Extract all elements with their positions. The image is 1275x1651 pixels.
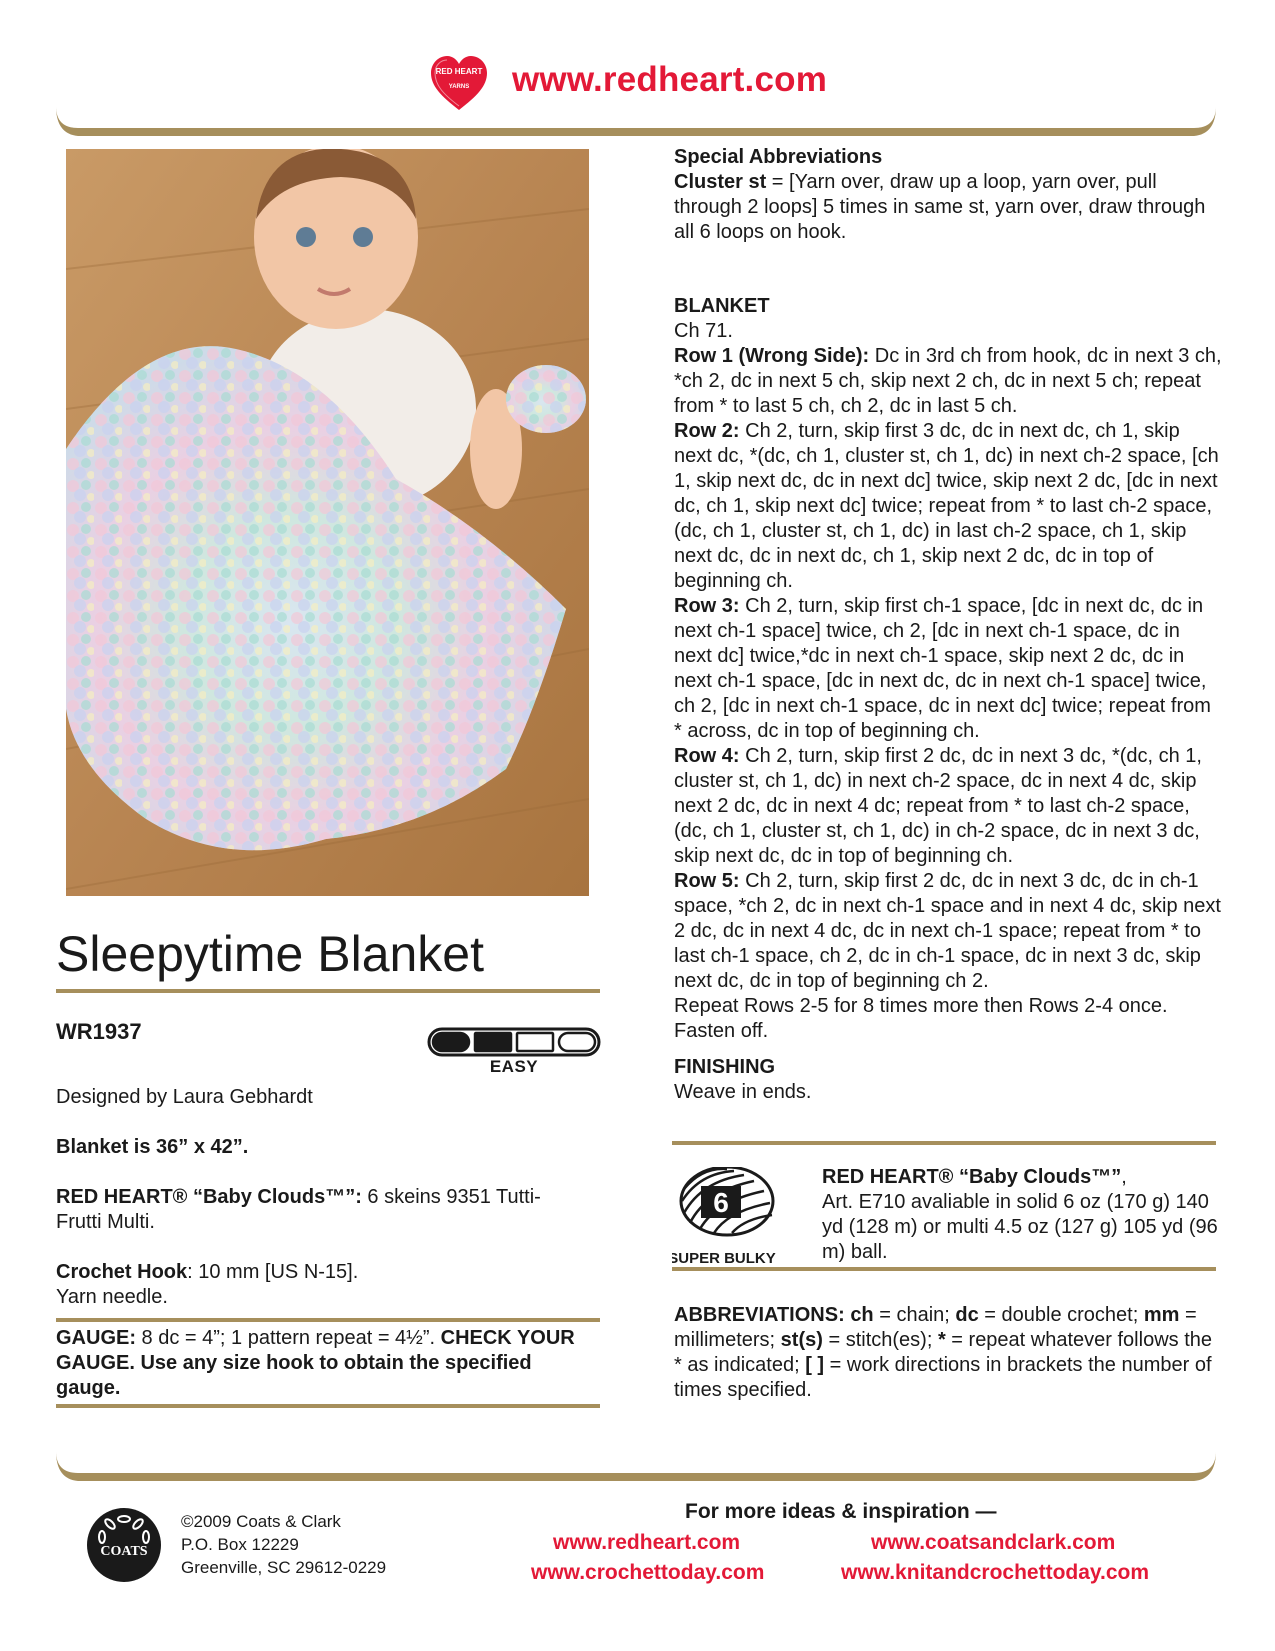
footer-link-knitandcrochettoday[interactable]: www.knitandcrochettoday.com [841,1561,1150,1584]
blanket-chain: Ch 71. [674,320,733,342]
yarn-top-rule [672,1141,1216,1145]
hook-requirement [56,1260,576,1310]
abbreviation-term: dc [955,1304,979,1326]
header-divider [56,104,1216,138]
row-4 [674,744,1222,869]
hook-value: : 10 mm [US N-15]. [187,1261,359,1283]
row-text: Dc in 3rd ch from hook, dc in next 3 ch, *ch 2, dc in next 5 ch, skip next 2 ch, dc in next 5 ch; repeat from * to last 5 ch, ch 2, dc in last 5 ch. [674,345,1222,417]
pattern-title: Sleepytime Blanket [56,926,485,982]
skill-segment-filled [475,1033,511,1051]
fasten-off: Fasten off. [674,1020,769,1042]
logo-brand-text: RED HEART [435,67,483,76]
abbreviation-definition: = repeat whatever follows the * as indicated; [674,1329,1212,1376]
yarn-name-comma: , [1121,1166,1127,1188]
row-label: Row 1 (Wrong Side): [674,345,870,367]
footer-link-coatsandclark[interactable]: www.coatsandclark.com [871,1531,1116,1554]
row-label: Row 2: [674,420,740,442]
blanket-section [674,294,1222,1044]
finishing-section [674,1055,1222,1105]
gauge-value: 8 dc = 4”; 1 pattern repeat = 4½”. [136,1327,441,1349]
yarn-label: RED HEART® “Baby Clouds™”: [56,1186,362,1208]
row-1 [674,344,1222,419]
address-line-2: Greenville, SC 29612-0229 [181,1558,387,1577]
logo-tag-text: YARNS [448,84,470,90]
address-line-1: P.O. Box 12229 [181,1535,299,1554]
hook-label: Crochet Hook [56,1261,188,1283]
row-label: Row 4: [674,745,740,767]
title-rule [56,989,600,993]
footer-link-redheart[interactable]: www.redheart.com [553,1531,741,1554]
needle-requirement: Yarn needle. [56,1286,168,1308]
cluster-text: = [Yarn over, draw up a loop, yarn over, pull through 2 loops] 5 times in same st, yarn over, draw through all 6 loops on hook. [674,171,1206,243]
yarn-details: Art. E710 avaliable in solid 6 oz (170 g) 140 yd (128 m) or multi 4.5 oz (127 g) 105 yd (96 m) ball. [822,1191,1218,1263]
special-heading: Special Abbreviations [674,146,883,168]
yarn-info [822,1165,1222,1265]
yarn-bottom-rule [672,1267,1216,1271]
abbreviations-section [674,1303,1222,1403]
yarn-weight-number: 6 [713,1187,729,1218]
abbreviation-definition: = double crochet; [978,1304,1144,1326]
gauge-check: CHECK YOUR GAUGE. Use any size hook to obtain the specified gauge. [56,1327,575,1399]
gauge-top-rule [56,1318,600,1322]
pattern-id: WR1937 [56,1019,142,1044]
skill-segment-empty [559,1033,595,1051]
row-5 [674,869,1222,994]
abbreviation-term: mm [1143,1304,1180,1326]
finishing-heading: FINISHING [674,1056,776,1078]
yarn-value: 6 skeins 9351 Tutti-Frutti Multi. [56,1186,541,1233]
gauge-label: GAUGE: [56,1327,136,1349]
more-ideas-heading: For more ideas & inspiration — [685,1500,997,1523]
row-text: Ch 2, turn, skip first 2 dc, dc in next 3 dc, *(dc, ch 1, cluster st, ch 1, dc) in next ch-2 space, dc in next 4 dc, skip next 2 dc, dc in next 4 dc; repeat from * to last ch-2 space, (dc, ch 1, cluster st, ch 1, dc) in ch-2 space, dc in next 3 dc, skip next dc, dc in top of beginning ch. [674,745,1202,867]
row-text: Ch 2, turn, skip first 2 dc, dc in next 3 dc, dc in ch-1 space, *ch 2, dc in next ch-1 space and in next 4 dc, skip next 2 dc, dc in next 4 dc, dc in next ch-1 space; repeat from * to last ch-1 space, ch 2, dc in ch-1 space, dc in next 3 dc, skip next dc, dc in top of beginning ch 2. [674,870,1221,992]
row-label: Row 5: [674,870,740,892]
row-label: Row 3: [674,595,740,617]
yarn-weight-label: SUPER BULKY [672,1250,776,1267]
skill-level-label: EASY [489,1057,539,1076]
abbreviation-definition: = chain; [873,1304,956,1326]
abbreviation-term: ch [850,1304,874,1326]
footer-link-crochettoday[interactable]: www.crochettoday.com [531,1561,765,1584]
finishing-text: Weave in ends. [674,1081,812,1103]
abbreviation-term: st(s) [780,1329,823,1351]
coats-logo [86,1507,162,1583]
gauge-bottom-rule [56,1404,600,1408]
skill-segment-empty [517,1033,553,1051]
row-text: Ch 2, turn, skip first ch-1 space, [dc in next dc, dc in next ch-1 space] twice, ch 2, [dc in next ch-1 space, dc in next dc] twice,*dc in next ch-1 space, skip next 2 dc, dc in next ch-1 space, [dc in next dc, dc in next ch-1 space] twice, ch 2, [dc in next ch-1 space, dc in next dc] twice; repeat from * across, dc in top of beginning ch. [674,595,1211,742]
abbreviation-definition: = work directions in brackets the number of times specified. [674,1354,1212,1401]
yarn-name: RED HEART® “Baby Clouds™” [822,1166,1122,1188]
abbreviation-term: * [937,1329,946,1351]
row-2 [674,419,1222,594]
row-3 [674,594,1222,744]
finished-size: Blanket is 36” x 42”. [56,1136,249,1158]
copyright-block [181,1510,386,1579]
repeat-instruction: Repeat Rows 2-5 for 8 times more then Rows 2-4 once. [674,995,1168,1017]
yarn-requirement [56,1185,576,1235]
abbreviations-label: ABBREVIATIONS: [674,1304,845,1326]
yarn-weight-icon [672,1167,782,1279]
special-abbreviations [674,145,1222,245]
blanket-heading: BLANKET [674,295,770,317]
coats-logo-text: COATS [100,1544,148,1559]
abbreviation-term: [ ] [805,1354,825,1376]
abbreviation-definition: = millimeters; [674,1304,1197,1351]
abbreviation-definition: = stitch(es); [822,1329,938,1351]
baby-with-blanket-photo [66,149,589,896]
cluster-label: Cluster st [674,171,767,193]
header-url-link[interactable]: www.redheart.com [512,60,828,99]
copyright-line: ©2009 Coats & Clark [181,1512,341,1531]
designer-credit: Designed by Laura Gebhardt [56,1086,313,1108]
skill-segment-filled [433,1033,469,1051]
row-text: Ch 2, turn, skip first 3 dc, dc in next dc, ch 1, skip next dc, *(dc, ch 1, cluster st, ch 1, dc) in next ch-2 space, [ch 1, skip next dc, dc in next dc] twice, skip next 2 dc, [dc in next dc, ch 1, skip next dc] twice; repeat from * to last ch-2 space, (dc, ch 1, cluster st, ch 1, dc) in last ch-2 space, ch 1, skip next dc, dc in next dc, ch 1, skip next 2 dc, dc in top of beginning ch. [674,420,1219,592]
gauge-block [56,1326,600,1401]
footer-divider [56,1449,1216,1483]
